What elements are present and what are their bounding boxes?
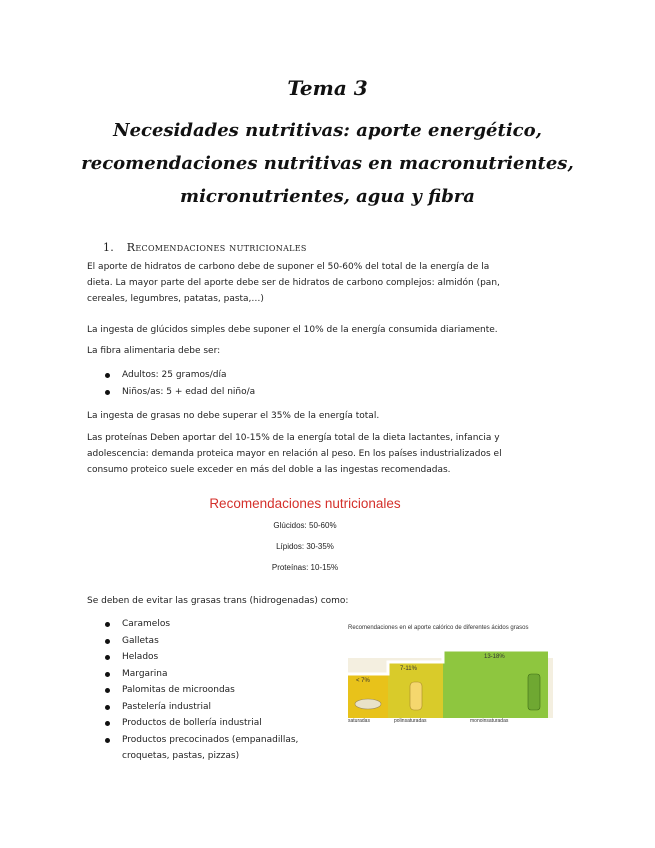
paragraph-glucidos: La ingesta de glúcidos simples debe suponer el 10% de la energía consumida diariamente.	[87, 325, 498, 335]
trans-fat-list	[103, 616, 318, 765]
list-item: Productos de bollería industrial	[103, 715, 318, 732]
pct-label: 7-11%	[400, 666, 417, 672]
section-heading	[103, 241, 307, 254]
infographic-graphic	[348, 634, 553, 719]
section-number: 1.	[103, 241, 115, 254]
butter-icon	[355, 699, 381, 709]
list-item: Adultos: 25 gramos/día	[103, 367, 255, 384]
list-item: Margarina	[103, 666, 318, 683]
fatty-acid-infographic	[348, 624, 553, 734]
list-item: Niños/as: 5 + edad del niño/a	[103, 384, 255, 401]
paragraph-fibra: La fibra alimentaria debe ser:	[87, 346, 221, 356]
list-item: Pastelería industrial	[103, 699, 318, 716]
infographic-labels	[348, 718, 553, 728]
recommendation-item: Glúcidos: 50-60%	[273, 521, 337, 530]
olive-oil-bottle-icon	[528, 674, 540, 710]
fibra-list	[103, 367, 255, 400]
recommendations-title: Recomendaciones nutricionales	[209, 496, 401, 511]
recommendation-item: Lípidos: 30-35%	[276, 542, 334, 551]
document-title: Necesidades nutritivas: aporte energético, recomendaciones nutritivas en macronutrientes, micronutrientes, agua y fibra	[81, 120, 574, 207]
paragraph-hidratos: El aporte de hidratos de carbono debe de suponer el 50-60% del total de la energía de la dieta. La mayor parte del aporte debe ser de hidratos de carbono complejos: almidón (pan, cereales, legumbres, patatas, pasta,…)	[87, 262, 500, 304]
recommendations-box	[160, 494, 450, 581]
label-saturadas: saturadas	[348, 718, 370, 724]
list-item: Galletas	[103, 633, 318, 650]
infographic-title: Recomendaciones en el aporte calórico de diferentes ácidos grasos	[348, 625, 529, 631]
list-item: Caramelos	[103, 616, 318, 633]
oil-bottle-icon	[410, 682, 422, 710]
list-item: Productos precocinados (empanadillas, croquetas, pastas, pizzas)	[103, 732, 318, 765]
section-heading-text: Recomendaciones nutricionales	[126, 241, 307, 254]
paragraph-proteinas: Las proteínas Deben aportar del 10-15% de la energía total de la dieta lactantes, infancia y adolescencia: demanda proteica mayor en relación al peso. En los países industrializados el consumo proteico suele exceder en más del doble a las ingestas recomendadas.	[87, 433, 502, 475]
paragraph-trans: Se deben de evitar las grasas trans (hidrogenadas) como:	[87, 596, 349, 606]
document-tema: Tema 3	[287, 76, 368, 100]
label-polinsaturadas: polinsaturadas	[394, 718, 427, 724]
pct-label: 13-18%	[484, 654, 505, 660]
list-item: Palomitas de microondas	[103, 682, 318, 699]
recommendation-item: Proteínas: 10-15%	[271, 563, 339, 572]
list-item: Helados	[103, 649, 318, 666]
pct-label: < 7%	[356, 678, 370, 684]
label-monoinsaturadas: monoinsaturadas	[470, 718, 509, 724]
paragraph-grasas: La ingesta de grasas no debe superar el 35% de la energía total.	[87, 411, 380, 421]
